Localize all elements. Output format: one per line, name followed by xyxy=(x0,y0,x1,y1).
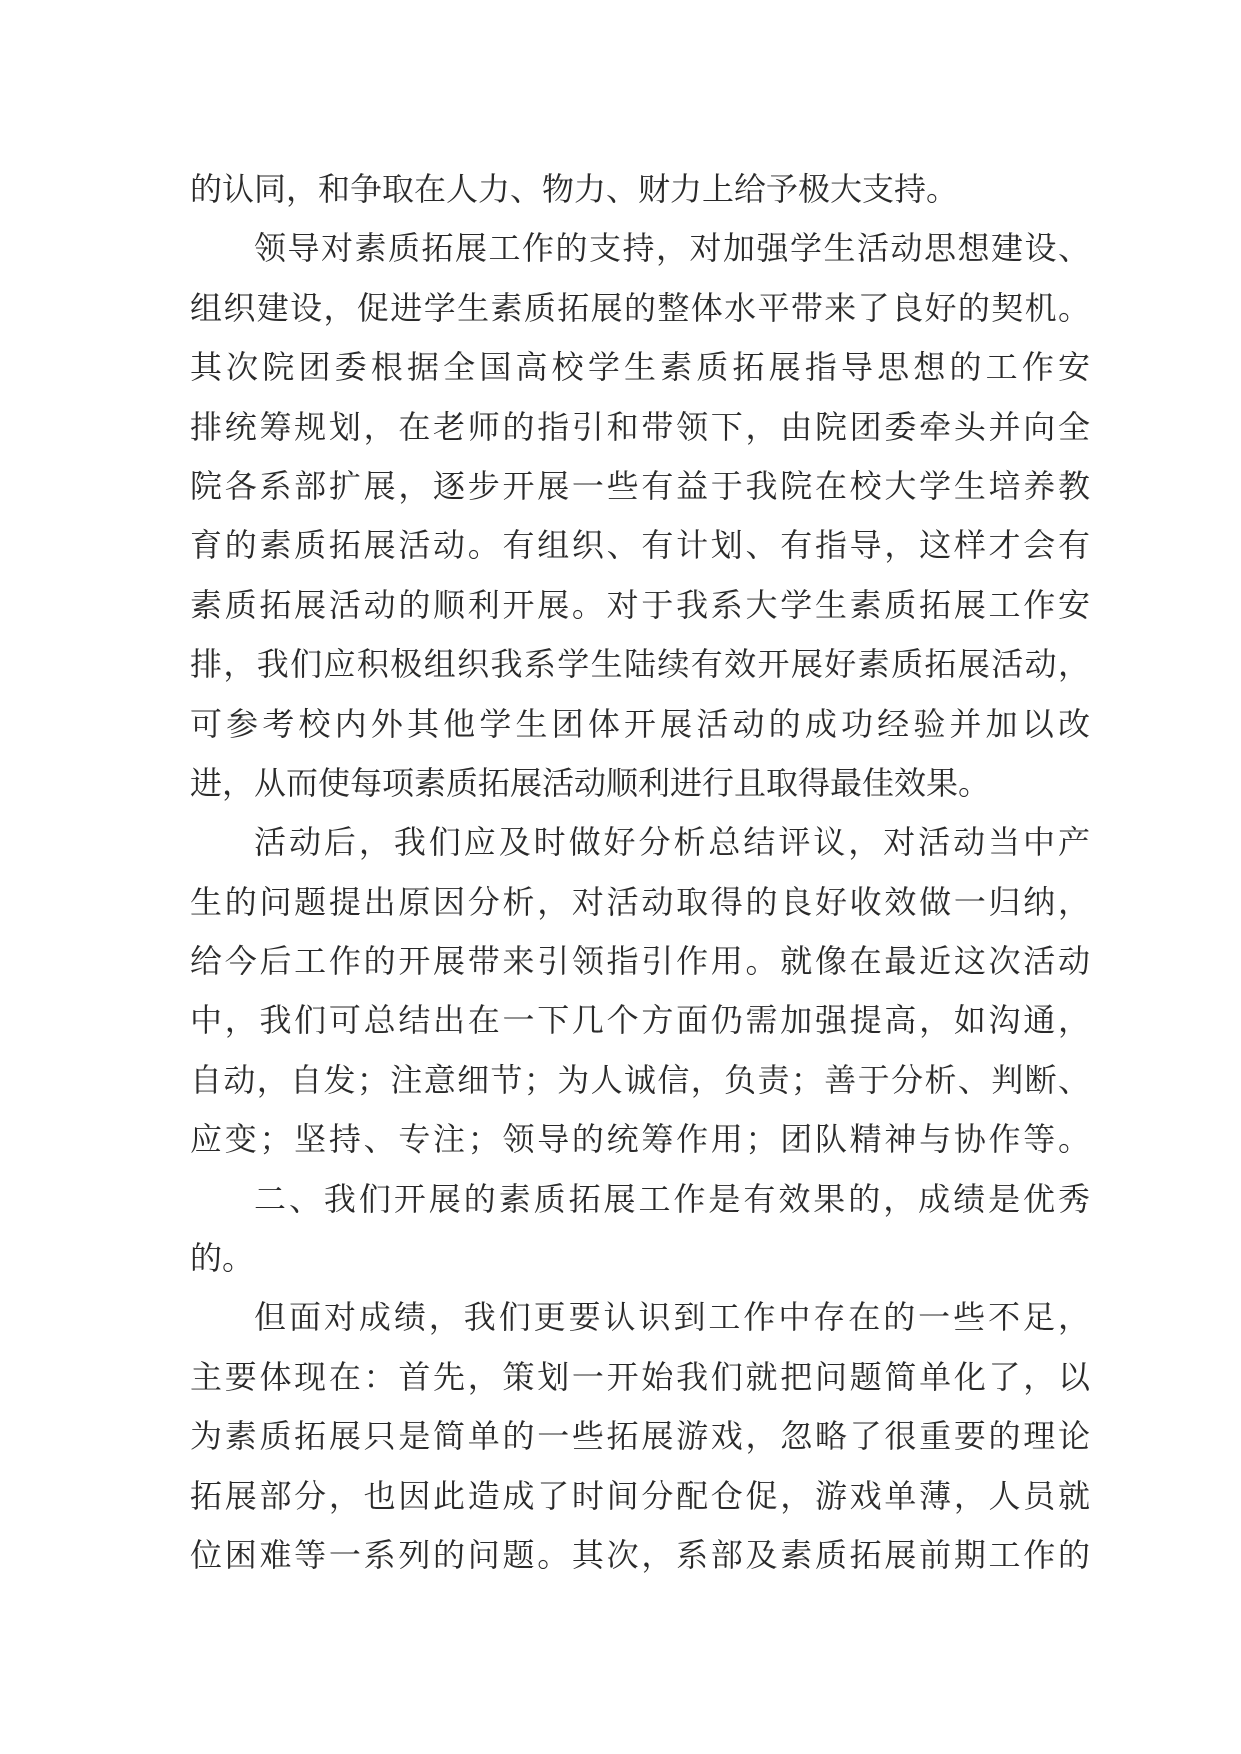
text-line: 其次院团委根据全国高校学生素质拓展指导思想的工作安 xyxy=(190,348,1090,387)
text-line: 进，从而使每项素质拓展活动顺利进行且取得最佳效果。 xyxy=(190,763,991,802)
text-line: 应变；坚持、专注；领导的统筹作用；团队精神与协作等。 xyxy=(190,1120,1090,1159)
text-line: 位困难等一系列的问题。其次，系部及素质拓展前期工作的 xyxy=(190,1535,1090,1574)
text-line: 生的问题提出原因分析，对活动取得的良好收效做一归纳， xyxy=(190,882,1090,921)
text-line: 素质拓展活动的顺利开展。对于我系大学生素质拓展工作安 xyxy=(190,585,1090,624)
text-line: 排，我们应积极组织我系学生陆续有效开展好素质拓展活动， xyxy=(190,645,1090,684)
text-line: 拓展部分，也因此造成了时间分配仓促，游戏单薄，人员就 xyxy=(190,1476,1090,1515)
text-line: 主要体现在：首先，策划一开始我们就把问题简单化了，以 xyxy=(190,1357,1090,1396)
text-line: 排统筹规划，在老师的指引和带领下，由院团委牵头并向全 xyxy=(190,407,1090,446)
text-line: 自动，自发；注意细节；为人诚信，负责；善于分析、判断、 xyxy=(190,1060,1090,1099)
text-line: 组织建设，促进学生素质拓展的整体水平带来了良好的契机。 xyxy=(190,288,1090,327)
text-line: 中，我们可总结出在一下几个方面仍需加强提高，如沟通， xyxy=(190,1001,1090,1040)
text-line: 可参考校内外其他学生团体开展活动的成功经验并加以改 xyxy=(190,704,1090,743)
text-line: 活动后，我们应及时做好分析总结评议，对活动当中产 xyxy=(254,823,1090,862)
text-line: 二、我们开展的素质拓展工作是有效果的，成绩是优秀 xyxy=(254,1179,1090,1218)
text-line: 院各系部扩展，逐步开展一些有益于我院在校大学生培养教 xyxy=(190,466,1090,505)
text-line: 但面对成绩，我们更要认识到工作中存在的一些不足， xyxy=(254,1298,1090,1337)
body-text xyxy=(190,160,1090,1585)
text-line: 领导对素质拓展工作的支持，对加强学生活动思想建设、 xyxy=(254,229,1090,268)
text-line: 的认同，和争取在人力、物力、财力上给予极大支持。 xyxy=(190,170,959,208)
text-line: 的。 xyxy=(190,1239,255,1278)
text-line: 育的素质拓展活动。有组织、有计划、有指导，这样才会有 xyxy=(190,526,1090,565)
text-line: 为素质拓展只是简单的一些拓展游戏，忽略了很重要的理论 xyxy=(190,1417,1090,1456)
text-line: 给今后工作的开展带来引领指引作用。就像在最近这次活动 xyxy=(190,942,1090,981)
